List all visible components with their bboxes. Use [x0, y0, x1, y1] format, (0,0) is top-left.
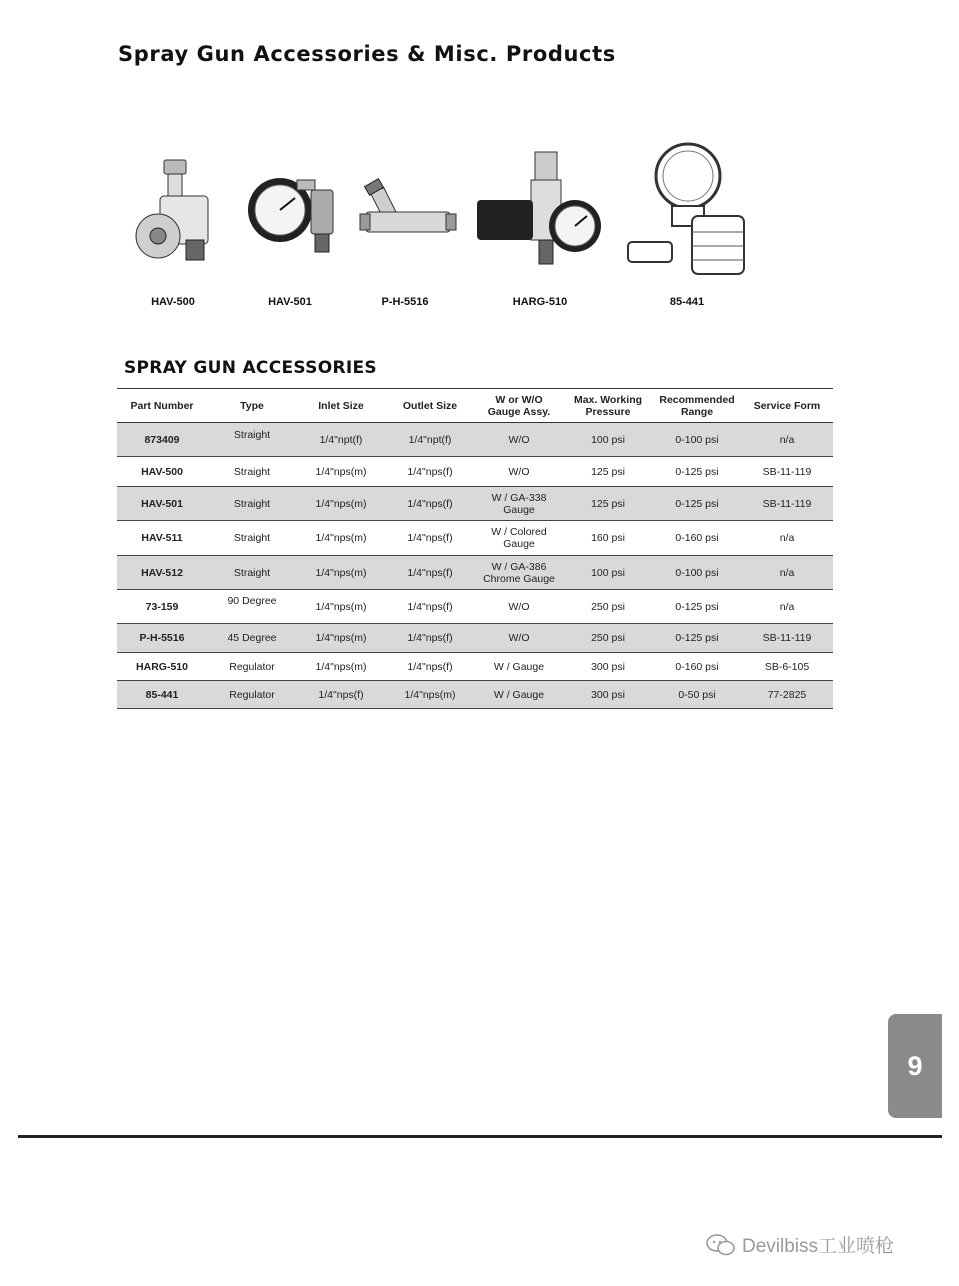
- cell-part-number: P-H-5516: [117, 624, 207, 653]
- cell-inlet: 1/4"nps(m): [297, 521, 385, 556]
- cell-outlet: 1/4"nps(f): [385, 487, 475, 521]
- regulator-large-gauge-icon: [622, 140, 752, 290]
- cell-range: 0-50 psi: [653, 681, 741, 709]
- cell-type: Straight: [207, 423, 297, 457]
- cell-outlet: 1/4"nps(f): [385, 590, 475, 624]
- section-title: SPRAY GUN ACCESSORIES: [124, 358, 377, 378]
- cell-gauge: W / GA-338 Gauge: [475, 487, 563, 521]
- cell-service-form: SB-11-119: [741, 457, 833, 487]
- cell-max-pressure: 300 psi: [563, 681, 653, 709]
- cell-type: Straight: [207, 487, 297, 521]
- table-row: [117, 457, 833, 487]
- cell-max-pressure: 160 psi: [563, 521, 653, 556]
- cell-inlet: 1/4"nps(f): [297, 681, 385, 709]
- table-row: [117, 653, 833, 681]
- product-harg-510: [475, 140, 605, 315]
- header-recommended-range: Recommended Range: [653, 389, 741, 423]
- cell-max-pressure: 125 psi: [563, 487, 653, 521]
- cell-service-form: n/a: [741, 556, 833, 590]
- cell-gauge: W / Gauge: [475, 653, 563, 681]
- cell-outlet: 1/4"npt(f): [385, 423, 475, 457]
- cell-service-form: SB-6-105: [741, 653, 833, 681]
- cell-max-pressure: 100 psi: [563, 556, 653, 590]
- product-label: HAV-500: [151, 296, 195, 308]
- footer-rule: [18, 1135, 942, 1138]
- product-hav-501: [225, 140, 355, 315]
- cell-max-pressure: 250 psi: [563, 590, 653, 624]
- cell-part-number: HAV-501: [117, 487, 207, 521]
- cell-type: 45 Degree: [207, 624, 297, 653]
- cell-inlet: 1/4"nps(m): [297, 487, 385, 521]
- cell-range: 0-125 psi: [653, 487, 741, 521]
- table-row: [117, 590, 833, 624]
- cell-service-form: SB-11-119: [741, 624, 833, 653]
- cell-gauge: W/O: [475, 624, 563, 653]
- cell-range: 0-100 psi: [653, 423, 741, 457]
- cell-gauge: W/O: [475, 423, 563, 457]
- page-number-tab: [888, 1014, 942, 1118]
- cell-max-pressure: 100 psi: [563, 423, 653, 457]
- cell-part-number: 73-159: [117, 590, 207, 624]
- cell-type: 90 Degree: [207, 590, 297, 624]
- cell-max-pressure: 300 psi: [563, 653, 653, 681]
- cell-gauge: W/O: [475, 590, 563, 624]
- cell-type: Regulator: [207, 681, 297, 709]
- cell-service-form: n/a: [741, 590, 833, 624]
- cell-part-number: HAV-512: [117, 556, 207, 590]
- cell-inlet: 1/4"nps(m): [297, 624, 385, 653]
- header-inlet-size: Inlet Size: [297, 389, 385, 423]
- cell-part-number: 873409: [117, 423, 207, 457]
- watermark-text: Devilbiss工业喷枪: [742, 1236, 895, 1257]
- cell-outlet: 1/4"nps(f): [385, 521, 475, 556]
- table-row: [117, 556, 833, 590]
- cell-max-pressure: 250 psi: [563, 624, 653, 653]
- cell-outlet: 1/4"nps(f): [385, 624, 475, 653]
- cell-range: 0-160 psi: [653, 653, 741, 681]
- cell-range: 0-160 psi: [653, 521, 741, 556]
- product-label: HAV-501: [268, 296, 312, 308]
- page-title: Spray Gun Accessories & Misc. Products: [118, 42, 616, 66]
- inline-valve-icon: [108, 140, 238, 290]
- cell-max-pressure: 125 psi: [563, 457, 653, 487]
- cell-type: Regulator: [207, 653, 297, 681]
- cell-type: Straight: [207, 556, 297, 590]
- accessories-table: [117, 388, 833, 709]
- cell-gauge: W / GA-386 Chrome Gauge: [475, 556, 563, 590]
- cell-service-form: n/a: [741, 423, 833, 457]
- header-outlet-size: Outlet Size: [385, 389, 475, 423]
- header-type: Type: [207, 389, 297, 423]
- cell-gauge: W / Colored Gauge: [475, 521, 563, 556]
- product-hav-500: [108, 140, 238, 315]
- cell-range: 0-100 psi: [653, 556, 741, 590]
- cell-inlet: 1/4"nps(m): [297, 556, 385, 590]
- cell-inlet: 1/4"nps(m): [297, 457, 385, 487]
- table-row: [117, 624, 833, 653]
- cell-part-number: HAV-500: [117, 457, 207, 487]
- cell-outlet: 1/4"nps(f): [385, 457, 475, 487]
- header-gauge-assy: W or W/O Gauge Assy.: [475, 389, 563, 423]
- cell-range: 0-125 psi: [653, 590, 741, 624]
- wechat-icon: [706, 1233, 736, 1257]
- cell-range: 0-125 psi: [653, 457, 741, 487]
- cell-type: Straight: [207, 457, 297, 487]
- cell-inlet: 1/4"npt(f): [297, 423, 385, 457]
- watermark: [706, 1231, 894, 1258]
- table-row: [117, 487, 833, 521]
- header-part-number: Part Number: [117, 389, 207, 423]
- page-number: 9: [907, 1050, 923, 1081]
- regulator-gauge-icon: [475, 140, 605, 290]
- header-service-form: Service Form: [741, 389, 833, 423]
- product-85-441: [622, 140, 752, 315]
- cell-outlet: 1/4"nps(f): [385, 653, 475, 681]
- cell-type: Straight: [207, 521, 297, 556]
- cell-outlet: 1/4"nps(m): [385, 681, 475, 709]
- table-row: [117, 423, 833, 457]
- cell-service-form: 77-2825: [741, 681, 833, 709]
- table-row: [117, 521, 833, 556]
- table-row: [117, 681, 833, 709]
- cell-gauge: W/O: [475, 457, 563, 487]
- cell-gauge: W / Gauge: [475, 681, 563, 709]
- product-label: 85-441: [669, 296, 705, 308]
- cell-outlet: 1/4"nps(f): [385, 556, 475, 590]
- header-max-pressure: Max. Working Pressure: [563, 389, 653, 423]
- cell-range: 0-125 psi: [653, 624, 741, 653]
- gauge-valve-icon: [225, 140, 355, 290]
- product-label: P-H-5516: [381, 296, 429, 308]
- table-header-row: [117, 389, 833, 423]
- angled-valve-icon: [340, 140, 470, 290]
- product-p-h-5516: [340, 140, 470, 315]
- cell-service-form: n/a: [741, 521, 833, 556]
- cell-part-number: HARG-510: [117, 653, 207, 681]
- cell-part-number: 85-441: [117, 681, 207, 709]
- product-images: [0, 140, 959, 320]
- product-label: HARG-510: [512, 296, 568, 308]
- cell-inlet: 1/4"nps(m): [297, 590, 385, 624]
- cell-inlet: 1/4"nps(m): [297, 653, 385, 681]
- cell-part-number: HAV-511: [117, 521, 207, 556]
- cell-service-form: SB-11-119: [741, 487, 833, 521]
